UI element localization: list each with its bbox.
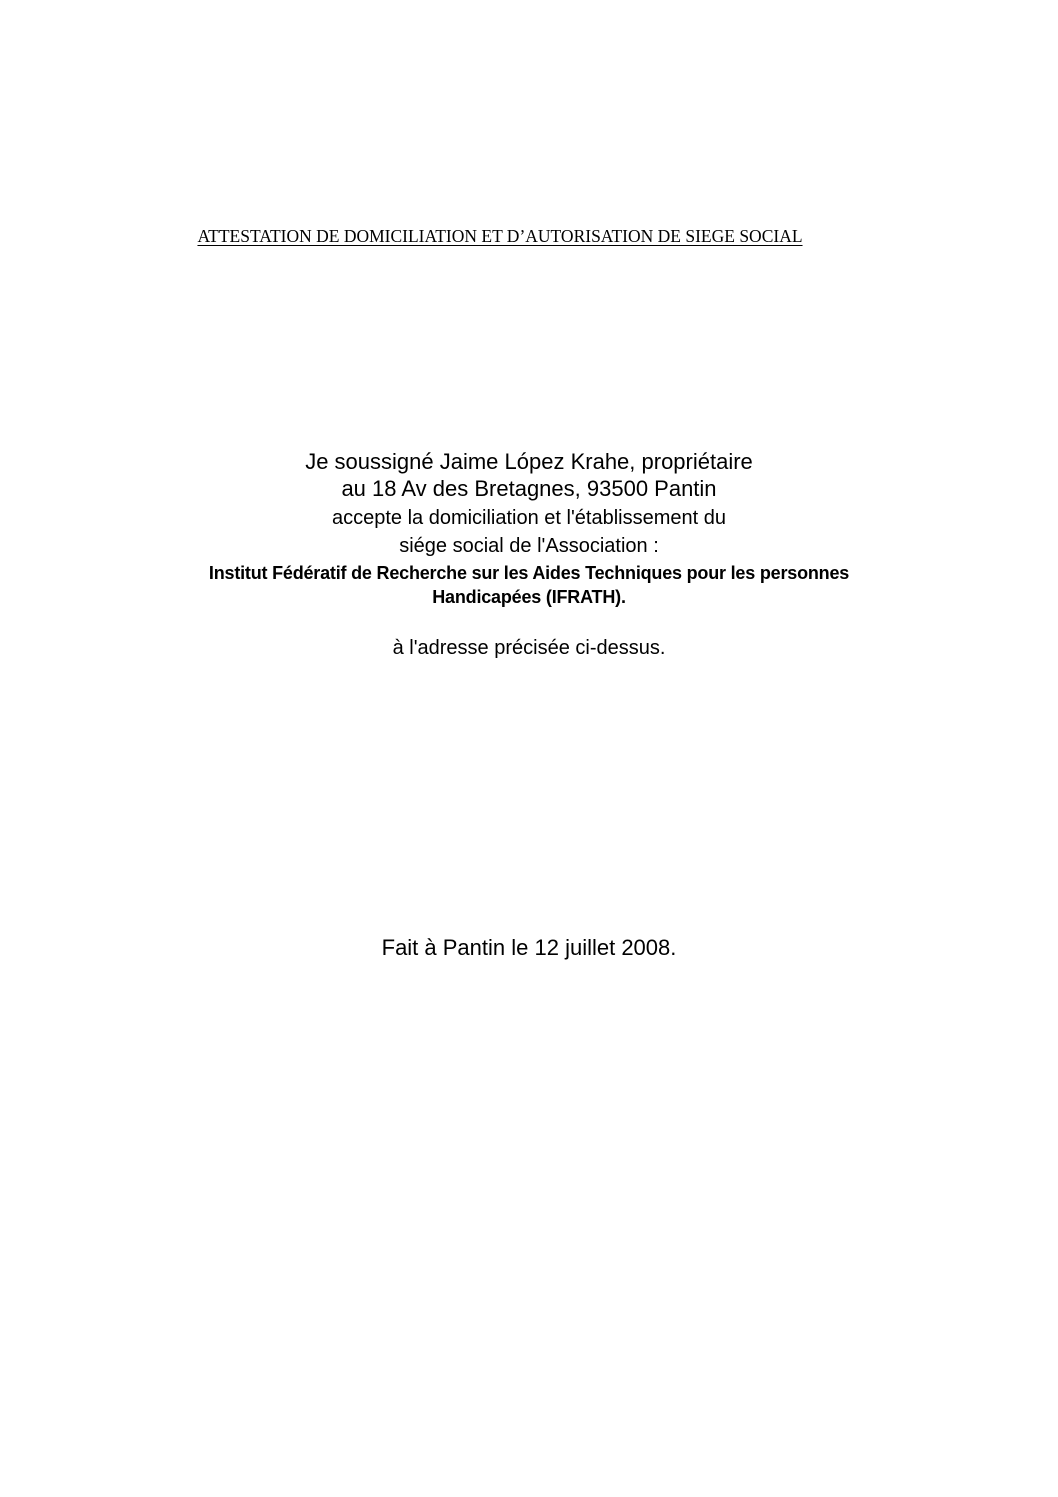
document-title: ATTESTATION DE DOMICILIATION ET D’AUTORISATION DE SIEGE SOCIAL (197, 226, 803, 246)
statement-line-address: au 18 Av des Bretagnes, 93500 Pantin (341, 476, 717, 501)
association-name-line2: Handicapées (IFRATH). (432, 587, 626, 607)
statement-line-acceptance: accepte la domiciliation et l'établissement du (331, 507, 727, 529)
association-name-line1: Institut Fédératif de Recherche sur les Aides Techniques pour les personnes (208, 563, 850, 583)
signature-date-line: Fait à Pantin le 12 juillet 2008. (381, 935, 677, 960)
address-note: à l'adresse précisée ci-dessus. (392, 637, 666, 659)
statement-line-association-label: siége social de l'Association : (399, 535, 659, 557)
statement-line-owner: Je soussigné Jaime López Krahe, propriétaire (305, 449, 753, 474)
